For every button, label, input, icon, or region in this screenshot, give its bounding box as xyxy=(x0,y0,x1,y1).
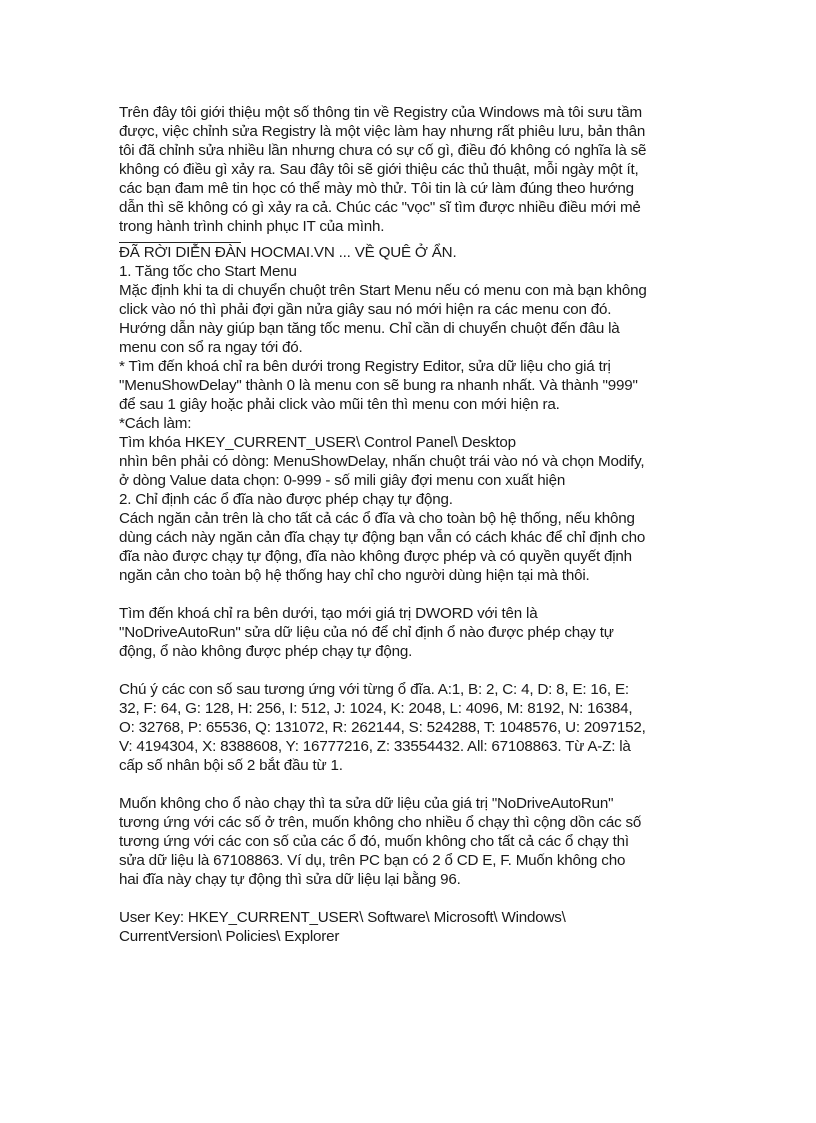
text-line: "MenuShowDelay" thành 0 là menu con sẽ bung ra nhanh nhất. Và thành "999" xyxy=(119,377,638,394)
document-body xyxy=(119,103,704,946)
user-key-paragraph xyxy=(119,908,704,946)
paragraph-gap xyxy=(119,585,704,604)
text-line: không có điều gì xảy ra. Sau đây tôi sẽ giới thiệu các thủ thuật, mỗi ngày một ít, xyxy=(119,161,639,178)
paragraph-gap xyxy=(119,775,704,794)
text-line: cấp số nhân bội số 2 bắt đầu từ 1. xyxy=(119,757,343,774)
section-heading: 2. Chỉ định các ổ đĩa nào được phép chạy tự động. xyxy=(119,491,453,508)
text-line: các bạn đam mê tin học có thể mày mò thử. Tôi tin là cứ làm đúng theo hướng xyxy=(119,180,634,197)
text-line: click vào nó thì phải đợi gần nửa giây sau nó mới hiện ra các menu con đó. xyxy=(119,301,612,318)
section-start-menu xyxy=(119,262,704,490)
nodrive-paragraph xyxy=(119,604,704,661)
text-line: O: 32768, P: 65536, Q: 131072, R: 262144, S: 524288, T: 1048576, U: 2097152, xyxy=(119,719,646,736)
text-line: Mặc định khi ta di chuyển chuột trên Start Menu nếu có menu con mà bạn không xyxy=(119,282,647,299)
intro-paragraph xyxy=(119,103,704,236)
text-line: menu con sổ ra ngay tới đó. xyxy=(119,339,303,356)
text-line: Cách ngăn cản trên là cho tất cả các ổ đĩa và cho toàn bộ hệ thống, nếu không xyxy=(119,510,635,527)
text-line: được, việc chỉnh sửa Registry là một việc làm hay nhưng rất phiêu lưu, bản thân xyxy=(119,123,646,140)
section-heading: 1. Tăng tốc cho Start Menu xyxy=(119,263,297,280)
text-line: Trên đây tôi giới thiệu một số thông tin về Registry của Windows mà tôi sưu tầm xyxy=(119,104,642,121)
disable-drives-paragraph xyxy=(119,794,704,889)
text-line: để sau 1 giây hoặc phải click vào mũi tên thì menu con mới hiện ra. xyxy=(119,396,560,413)
farewell-line: ĐÃ RỜI DIỄN ĐÀN HOCMAI.VN ... VỀ QUÊ Ở ẨN. xyxy=(119,244,457,261)
text-line: Hướng dẫn này giúp bạn tăng tốc menu. Chỉ cần di chuyển chuột đến đâu là xyxy=(119,320,620,337)
text-line: Tìm đến khoá chỉ ra bên dưới, tạo mới giá trị DWORD với tên là xyxy=(119,605,538,622)
text-line: ngăn cản cho toàn bộ hệ thống hay chỉ cho người dùng hiện tại mà thôi. xyxy=(119,567,590,584)
text-line: trong hành trình chinh phục IT của mình. xyxy=(119,218,385,235)
text-line: Tìm khóa HKEY_CURRENT_USER\ Control Panel\ Desktop xyxy=(119,434,516,451)
text-line: *Cách làm: xyxy=(119,415,192,432)
text-line: ở dòng Value data chọn: 0-999 - số mili giây đợi menu con xuất hiện xyxy=(119,472,566,489)
text-line: đĩa nào được chạy tự động, đĩa nào không được phép và có quyền quyết định xyxy=(119,548,632,565)
text-line: dùng cách này ngăn cản đĩa chạy tự động bạn vẫn có cách khác để chỉ định cho xyxy=(119,529,646,546)
text-line: động, ổ nào không được phép chạy tự động. xyxy=(119,643,413,660)
text-line: Muốn không cho ổ nào chạy thì ta sửa dữ liệu của giá trị "NoDriveAutoRun" xyxy=(119,795,614,812)
text-line: tương ứng với các số ở trên, muốn không cho nhiều ổ chạy thì cộng dồn các số xyxy=(119,814,642,831)
text-line: "NoDriveAutoRun" sửa dữ liệu của nó để chỉ định ổ nào được phép chạy tự xyxy=(119,624,614,641)
text-line: tôi đã chỉnh sửa nhiều lần nhưng chưa có sự cố gì, điều đó không có nghĩa là sẽ xyxy=(119,142,647,159)
drive-numbers-paragraph xyxy=(119,680,704,775)
text-line: tương ứng với các con số của các ổ đó, muốn không cho tất cả các ổ chạy thì xyxy=(119,833,629,850)
text-line: 32, F: 64, G: 128, H: 256, I: 512, J: 1024, K: 2048, L: 4096, M: 8192, N: 16384, xyxy=(119,700,633,717)
text-line: Chú ý các con số sau tương ứng với từng ổ đĩa. A:1, B: 2, C: 4, D: 8, E: 16, E: xyxy=(119,681,629,698)
text-line: nhìn bên phải có dòng: MenuShowDelay, nhấn chuột trái vào nó và chọn Modify, xyxy=(119,453,645,470)
text-line: hai đĩa này chạy tự động thì sửa dữ liệu lại bằng 96. xyxy=(119,871,461,888)
text-line: * Tìm đến khoá chỉ ra bên dưới trong Registry Editor, sửa dữ liệu cho giá trị xyxy=(119,358,611,375)
text-line: sửa dữ liệu là 67108863. Ví dụ, trên PC bạn có 2 ổ CD E, F. Muốn không cho xyxy=(119,852,626,869)
paragraph-gap xyxy=(119,889,704,908)
text-line: dẫn thì sẽ không có gì xảy ra cả. Chúc các "vọc" sĩ tìm được nhiều điều mới mẻ xyxy=(119,199,641,216)
section-autorun-drives xyxy=(119,490,704,585)
paragraph-gap xyxy=(119,661,704,680)
text-line: User Key: HKEY_CURRENT_USER\ Software\ Microsoft\ Windows\ xyxy=(119,909,566,926)
text-line: CurrentVersion\ Policies\ Explorer xyxy=(119,928,340,945)
text-line: V: 4194304, X: 8388608, Y: 16777216, Z: 33554432. All: 67108863. Từ A-Z: là xyxy=(119,738,631,755)
